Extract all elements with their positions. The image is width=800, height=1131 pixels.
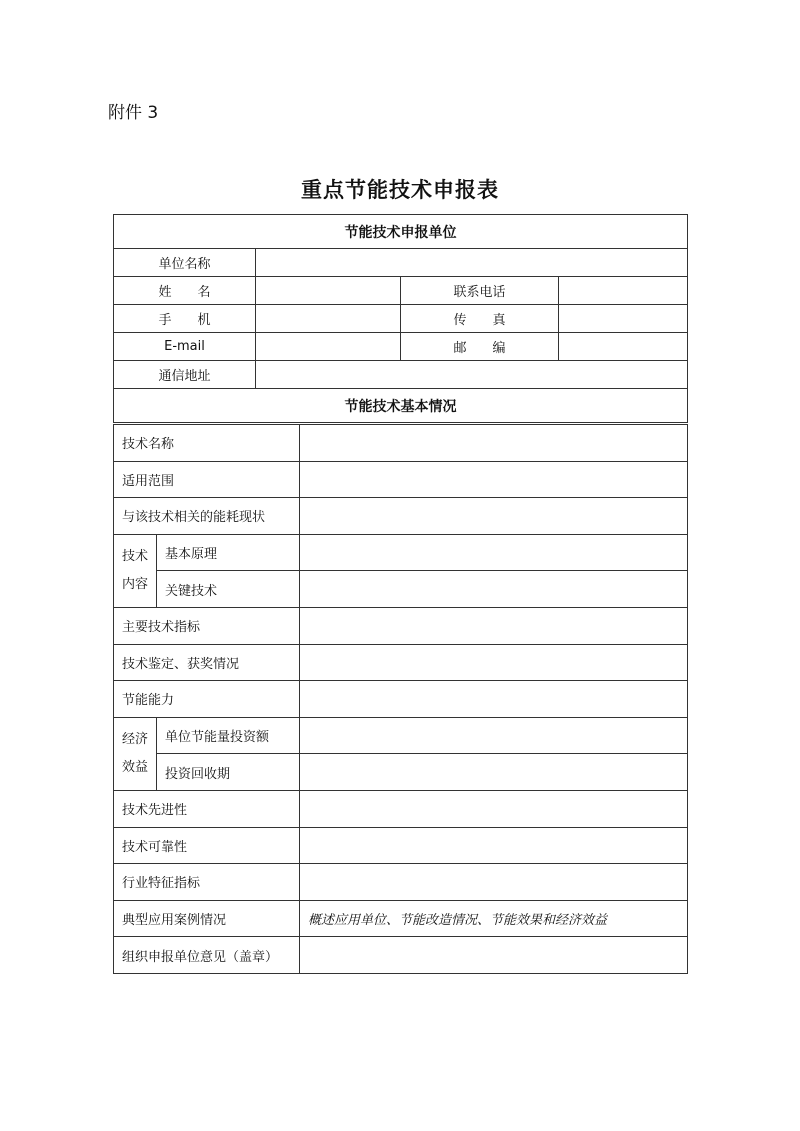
industry-indicators-label: 行业特征指标 (114, 864, 300, 901)
unit-investment-label: 单位节能量投资额 (157, 717, 300, 754)
econ-benefit-label (114, 717, 157, 790)
appraisal-field[interactable] (300, 644, 688, 681)
reliability-field[interactable] (300, 827, 688, 864)
fax-label: 传 真 (401, 305, 559, 333)
scope-field[interactable] (300, 461, 688, 498)
industry-indicators-field[interactable] (300, 864, 688, 901)
attachment-label: 附件 3 (108, 103, 159, 123)
case-label: 典型应用案例情况 (114, 900, 300, 937)
email-field[interactable] (256, 333, 401, 361)
tech-content-label (114, 534, 157, 607)
unit-name-field[interactable] (256, 249, 688, 277)
main-indicators-field[interactable] (300, 607, 688, 644)
saving-capacity-label: 节能能力 (114, 681, 300, 718)
mobile-field[interactable] (256, 305, 401, 333)
main-indicators-label: 主要技术指标 (114, 607, 300, 644)
energy-status-label: 与该技术相关的能耗现状 (114, 498, 300, 535)
advancement-field[interactable] (300, 790, 688, 827)
email-label: E-mail (114, 333, 256, 361)
opinion-label: 组织申报单位意见（盖章） (114, 937, 300, 974)
payback-label: 投资回收期 (157, 754, 300, 791)
phone-label: 联系电话 (401, 277, 559, 305)
form-title: 重点节能技术申报表 (301, 178, 499, 202)
phone-field[interactable] (559, 277, 688, 305)
mobile-label: 手 机 (114, 305, 256, 333)
principle-label: 基本原理 (157, 534, 300, 571)
scope-label: 适用范围 (114, 461, 300, 498)
fax-field[interactable] (559, 305, 688, 333)
tech-name-field[interactable] (300, 425, 688, 462)
address-field[interactable] (256, 361, 688, 389)
saving-capacity-field[interactable] (300, 681, 688, 718)
contact-name-field[interactable] (256, 277, 401, 305)
unit-name-label: 单位名称 (114, 249, 256, 277)
contact-name-label: 姓 名 (114, 277, 256, 305)
postcode-label: 邮 编 (401, 333, 559, 361)
unit-investment-field[interactable] (300, 717, 688, 754)
tech-name-label: 技术名称 (114, 425, 300, 462)
energy-status-field[interactable] (300, 498, 688, 535)
tech-content-label-line2: 内容 (121, 576, 148, 592)
key-tech-label: 关键技术 (157, 571, 300, 608)
econ-benefit-label-line2: 效益 (121, 759, 148, 775)
applicant-unit-table (113, 214, 688, 423)
opinion-field[interactable] (300, 937, 688, 974)
reliability-label: 技术可靠性 (114, 827, 300, 864)
postcode-field[interactable] (559, 333, 688, 361)
advancement-label: 技术先进性 (114, 790, 300, 827)
tech-section-header: 节能技术基本情况 (114, 389, 688, 423)
address-label: 通信地址 (114, 361, 256, 389)
payback-field[interactable] (300, 754, 688, 791)
econ-benefit-label-line1: 经济 (121, 731, 148, 747)
key-tech-field[interactable] (300, 571, 688, 608)
principle-field[interactable] (300, 534, 688, 571)
unit-section-header: 节能技术申报单位 (114, 215, 688, 249)
tech-content-label-line1: 技术 (121, 548, 148, 564)
appraisal-label: 技术鉴定、获奖情况 (114, 644, 300, 681)
technology-info-table (113, 424, 688, 974)
case-field[interactable]: 概述应用单位、节能改造情况、节能效果和经济效益 (300, 900, 688, 937)
